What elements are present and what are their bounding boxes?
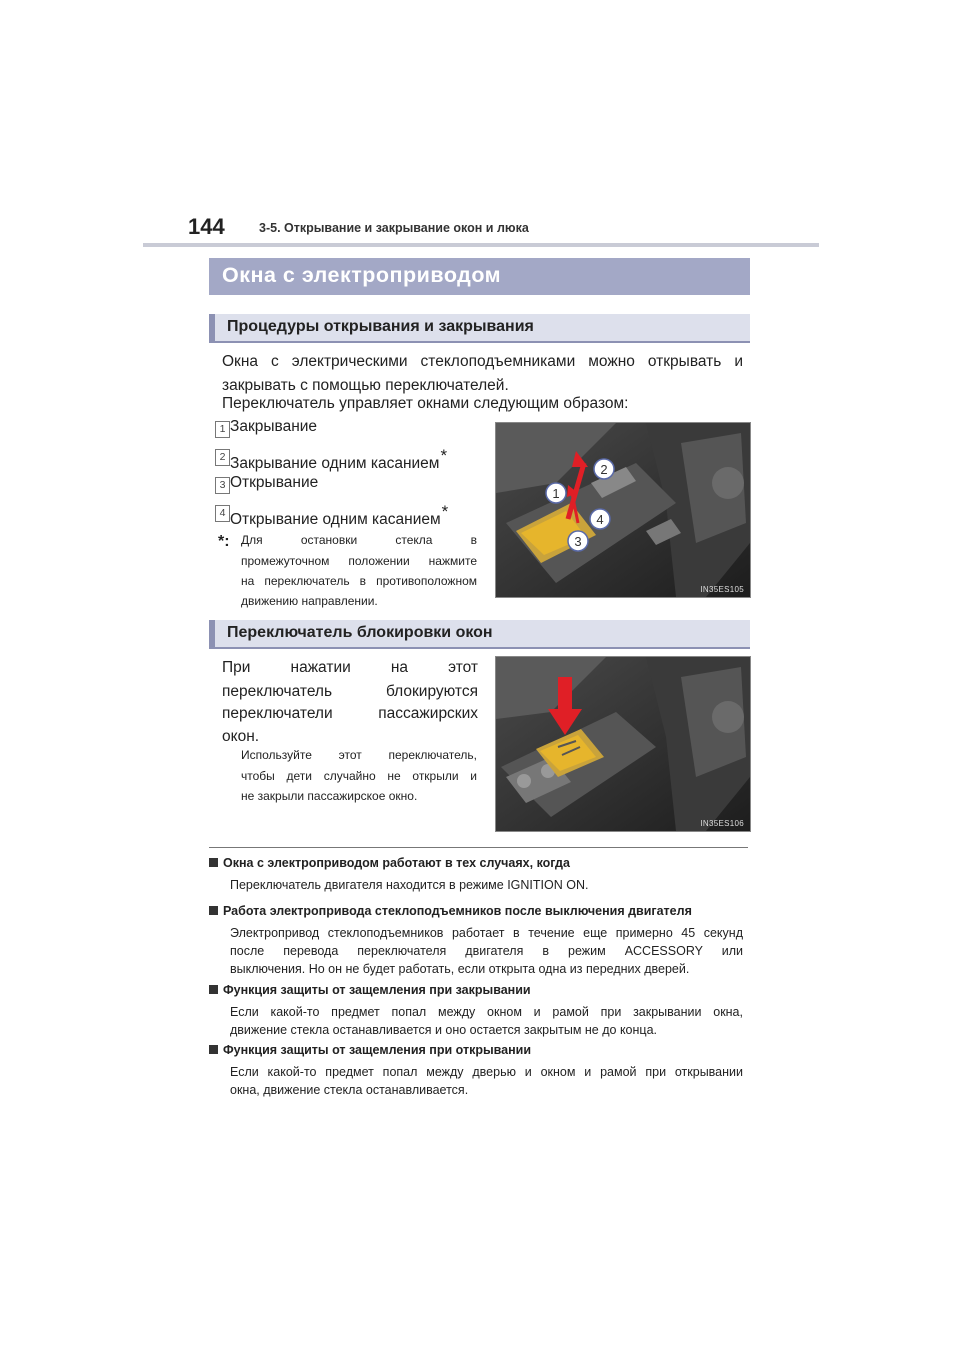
lock-note-line-1: Используйте этот переключатель, (241, 748, 477, 762)
footnote-star: * (441, 502, 449, 521)
square-bullet-icon (209, 985, 218, 994)
item-number-badge: 1 (215, 421, 230, 438)
lock-text-line-3: переключатели пассажирских (222, 705, 478, 722)
item-label-text: Закрывание одним касанием (230, 455, 440, 472)
lock-text-line-2: переключатель блокируются (222, 683, 478, 700)
note-line: Электропривод стеклоподъемников работает в течение еще примерно 45 секунд (230, 926, 743, 940)
page-title-banner (209, 258, 750, 295)
intro-line-2: закрывать с помощью переключателей. (222, 377, 509, 394)
square-bullet-icon (209, 906, 218, 915)
footnote-marker: *: (218, 533, 230, 550)
lock-note-line-3: не закрыли пассажирское окно. (241, 789, 418, 803)
section-reference: 3-5. Открывание и закрывание окон и люка (259, 221, 529, 235)
note-title (209, 1043, 531, 1057)
item-label-text: Открывание одним касанием (230, 511, 441, 528)
section-heading-text: Переключатель блокировки окон (227, 624, 493, 641)
heading-accent-bar (209, 620, 215, 649)
section-heading-text: Процедуры открывания и закрывания (227, 318, 534, 335)
note-line: после перевода переключателя двигателя в режим ACCESSORY или (230, 944, 743, 958)
note-body (230, 876, 743, 894)
square-bullet-icon (209, 1045, 218, 1054)
section-heading-lock-switch (209, 620, 750, 649)
item-number-badge: 4 (215, 505, 230, 522)
heading-accent-bar (209, 314, 215, 343)
footnote-line-2: промежуточном положении нажмите (241, 554, 477, 568)
lock-switch-illustration (495, 656, 751, 832)
window-switch-drawing (496, 423, 750, 597)
note-title (209, 904, 692, 918)
page-title: Окна с электроприводом (222, 263, 502, 287)
square-bullet-icon (209, 858, 218, 867)
note-title-text: Функция защиты от защемления при закрывании (223, 983, 531, 997)
window-switch-illustration (495, 422, 751, 598)
notes-divider (209, 847, 748, 848)
intro-line-3: Переключатель управляет окнами следующим образом: (222, 395, 629, 412)
note-title-text: Функция защиты от защемления при открывании (223, 1043, 532, 1057)
footnote-line-4: движению направлении. (241, 594, 378, 608)
footnote-star: * (440, 446, 448, 465)
image-code: IN35ES105 (700, 585, 744, 594)
callout-1: 1 (552, 486, 560, 501)
intro-line-1: Окна с электрическими стеклоподъемниками можно открывать и (222, 353, 743, 370)
footnote-line-1: Для остановки стекла в (241, 533, 477, 547)
callout-3: 3 (574, 534, 582, 549)
lock-text-line-4: окон. (222, 728, 260, 745)
header-divider (143, 243, 819, 247)
item-label (230, 446, 447, 473)
item-label: Закрывание (230, 418, 318, 435)
note-line: Переключатель двигателя находится в режиме IGNITION ON. (230, 878, 589, 892)
note-body (230, 924, 743, 978)
note-title-text: Окна с электроприводом работают в тех случаях, когда (223, 856, 570, 870)
note-title (209, 856, 570, 870)
lock-note-line-2: чтобы дети случайно не открыли и (241, 769, 477, 783)
note-line: движение стекла останавливается и оно остается закрытым не до конца. (230, 1023, 657, 1037)
note-title (209, 983, 531, 997)
lock-switch-drawing (496, 657, 750, 831)
note-line: выключения. Но он не будет работать, если открыта одна из передних дверей. (230, 962, 690, 976)
footnote-line-3: на переключатель в противоположном (241, 574, 477, 588)
page-number: 144 (188, 214, 225, 239)
note-title-text: Работа электропривода стеклоподъемников после выключения двигателя (223, 904, 692, 918)
note-line: Если какой-то предмет попал между окном и рамой при закрывании окна, (230, 1005, 743, 1019)
image-code: IN35ES106 (700, 819, 744, 828)
item-number-badge: 3 (215, 477, 230, 494)
note-body (230, 1063, 743, 1099)
note-line: Если какой-то предмет попал между дверью и окном и рамой при открывании (230, 1065, 743, 1079)
lock-text-line-1: При нажатии на этот (222, 659, 478, 676)
item-number-badge: 2 (215, 449, 230, 466)
item-label (230, 502, 448, 529)
callout-2: 2 (600, 462, 608, 477)
note-body (230, 1003, 743, 1039)
section-heading-procedures (209, 314, 750, 343)
callout-4: 4 (596, 512, 604, 527)
note-line: окна, движение стекла останавливается. (230, 1083, 469, 1097)
item-label: Открывание (230, 474, 319, 491)
